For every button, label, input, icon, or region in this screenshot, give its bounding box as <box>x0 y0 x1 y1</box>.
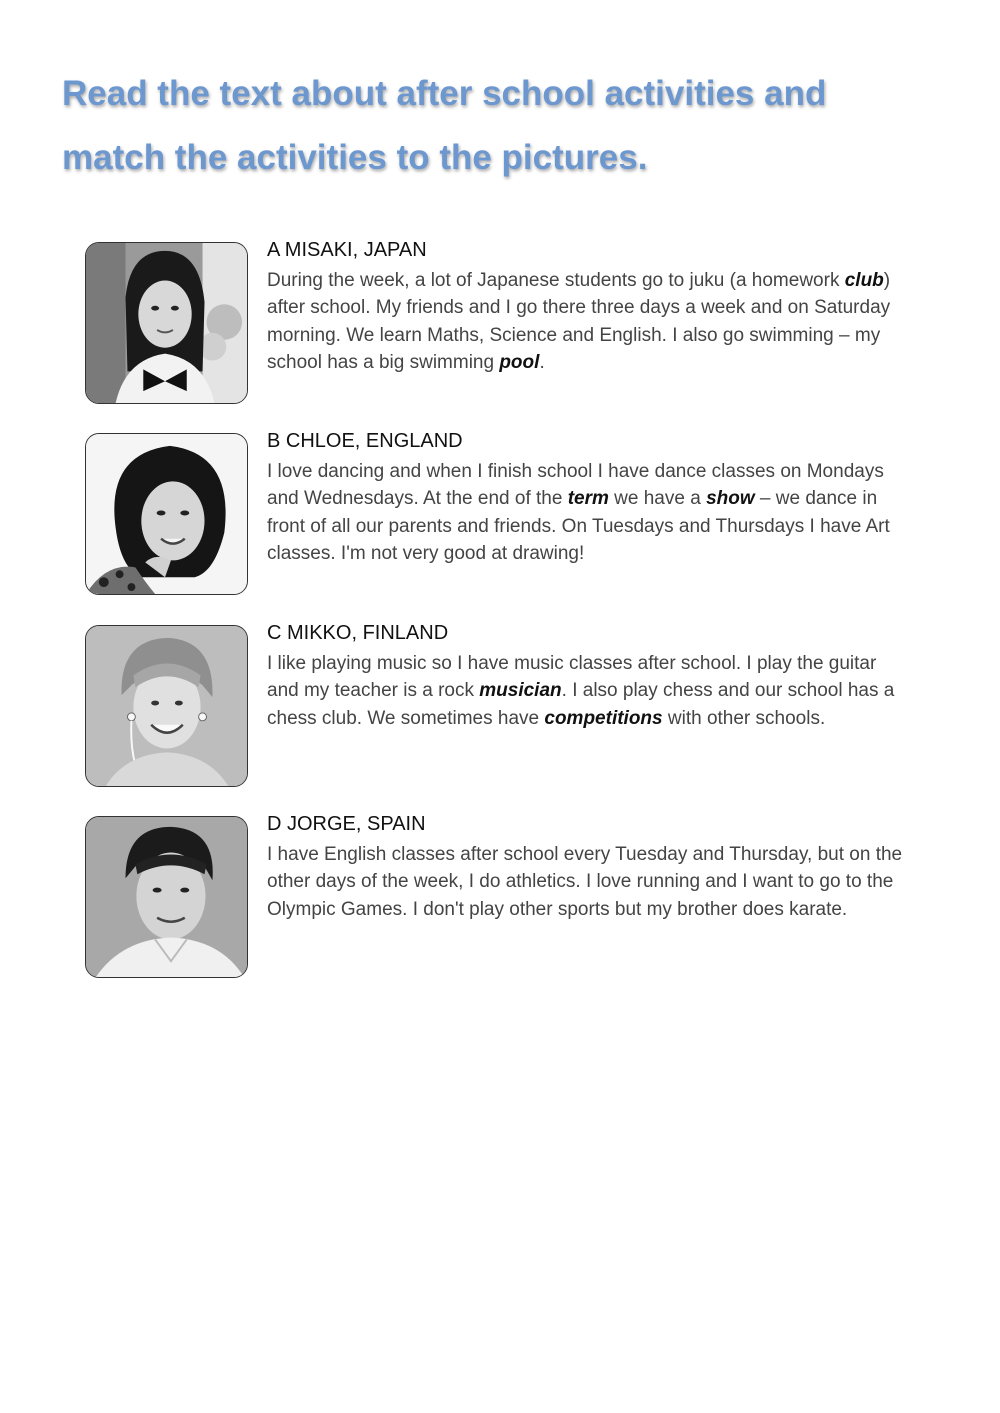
entry-body: During the week, a lot of Japanese students go to juku (a homework club) after school. My friends and I go there three days a week and on Saturday morning. We learn Maths, Science and English. I also go swimming – my school has a big swimming pool. <box>267 270 891 373</box>
entry-heading: D JORGE, SPAIN <box>267 813 426 835</box>
entry-d-text <box>267 810 907 923</box>
entry-body: I like playing music so I have music classes after school. I play the guitar and my teacher is a rock musician. I also play chess and our school has a chess club. We sometimes have competitions with other schools. <box>267 653 895 729</box>
photo-jorge <box>85 816 248 978</box>
keyword: show <box>706 488 755 510</box>
entry-heading: A MISAKI, JAPAN <box>267 239 427 261</box>
boy-portrait-icon <box>86 817 247 977</box>
keyword: competitions <box>544 707 663 729</box>
entry-a-text <box>267 236 907 376</box>
photo-chloe <box>85 433 248 595</box>
entry-body: I love dancing and when I finish school I have dance classes on Mondays and Wednesdays. At the end of the term we have a show – we dance in front of all our parents and friends. On Tuesdays and Thursdays I have Art classes. I'm not very good at drawing! <box>267 461 890 564</box>
photo-misaki <box>85 242 248 404</box>
entry-heading: B CHLOE, ENGLAND <box>267 430 463 452</box>
keyword: term <box>567 488 609 510</box>
worksheet-title <box>62 62 962 190</box>
photo-mikko <box>85 625 248 787</box>
entry-c-text <box>267 619 907 732</box>
entry-body: I have English classes after school every Tuesday and Thursday, but on the other days of the week, I do athletics. I love running and I want to go to the Olympic Games. I don't play other sports but my brother does karate. <box>267 844 903 920</box>
entry-heading: C MIKKO, FINLAND <box>267 622 449 644</box>
entry-b-text <box>267 427 907 567</box>
title-line-2: match the activities to the pictures. <box>62 138 648 177</box>
girl-portrait-icon <box>86 434 247 594</box>
girl-portrait-icon <box>86 243 247 403</box>
boy-portrait-icon <box>86 626 247 786</box>
keyword: musician <box>479 680 562 702</box>
keyword: pool <box>499 351 540 373</box>
keyword: club <box>844 270 884 291</box>
title-line-1: Read the text about after school activities and <box>62 74 827 113</box>
